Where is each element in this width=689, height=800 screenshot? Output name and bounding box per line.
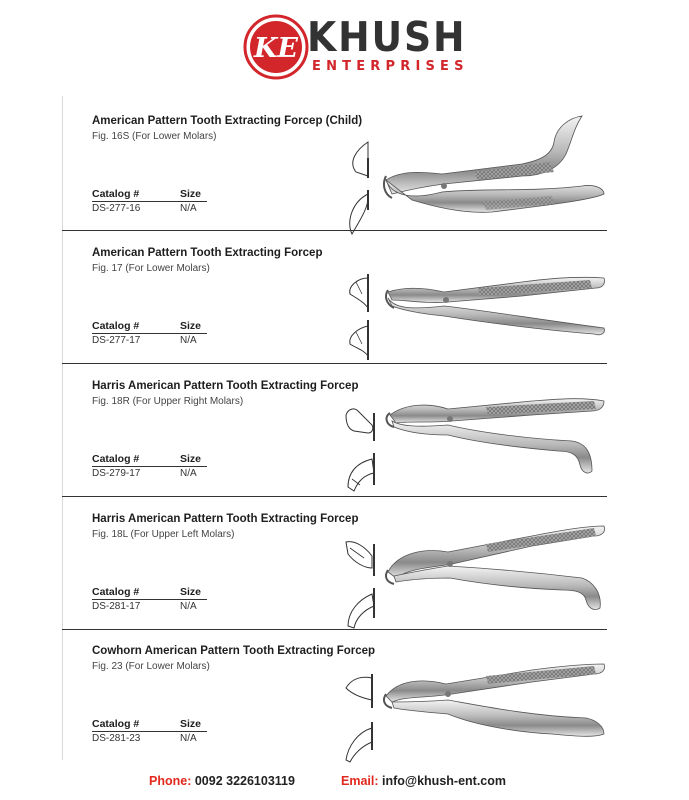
catalog-header: Catalog # — [92, 188, 140, 200]
header-rule — [92, 201, 207, 202]
product-fig: Fig. 17 (For Lower Molars) — [92, 263, 210, 274]
size-value: N/A — [180, 733, 197, 744]
catalog-header: Catalog # — [92, 453, 140, 465]
size-header: Size — [180, 453, 202, 465]
catalog-number: DS-279-17 — [92, 468, 141, 479]
forcep-image — [382, 246, 607, 368]
brand-subtitle: ENTERPRISES — [312, 59, 469, 74]
forcep-tip-diagram — [342, 268, 382, 368]
catalog-header: Catalog # — [92, 586, 140, 598]
section-divider — [62, 230, 607, 231]
product-item — [92, 246, 607, 378]
section-divider — [62, 496, 607, 497]
size-header: Size — [180, 718, 202, 730]
svg-text:KE: KE — [253, 33, 299, 64]
header-rule — [92, 599, 207, 600]
catalog-header: Catalog # — [92, 718, 140, 730]
product-fig: Fig. 23 (For Lower Molars) — [92, 661, 210, 672]
header-rule — [92, 731, 207, 732]
brand-name: KHUSH — [307, 13, 467, 61]
product-title: Cowhorn American Pattern Tooth Extracting Forcep — [92, 645, 376, 657]
size-value: N/A — [180, 468, 197, 479]
forcep-image — [382, 512, 607, 634]
header-rule — [92, 333, 207, 334]
margin-line — [62, 96, 63, 760]
phone-contact — [149, 774, 295, 788]
email-contact — [341, 774, 506, 788]
catalog-number: DS-281-23 — [92, 733, 141, 744]
product-item — [92, 644, 607, 776]
size-header: Size — [180, 320, 202, 332]
catalog-number: DS-277-17 — [92, 335, 141, 346]
product-title: Harris American Pattern Tooth Extracting Forcep — [92, 513, 359, 525]
catalog-number: DS-281-17 — [92, 601, 141, 612]
company-logo — [243, 14, 309, 80]
size-header: Size — [180, 586, 202, 598]
catalog-header: Catalog # — [92, 320, 140, 332]
forcep-tip-diagram — [342, 401, 382, 501]
contact-footer — [0, 774, 689, 794]
product-title: American Pattern Tooth Extracting Forcep (Child) — [92, 115, 363, 127]
catalog-number: DS-277-16 — [92, 203, 141, 214]
forcep-image — [382, 644, 607, 766]
forcep-image — [382, 114, 607, 236]
forcep-tip-diagram — [342, 534, 382, 634]
size-value: N/A — [180, 335, 197, 346]
forcep-image — [382, 379, 607, 501]
email-label: Email: — [341, 774, 379, 788]
product-fig: Fig. 18L (For Upper Left Molars) — [92, 529, 235, 540]
forcep-tip-diagram — [342, 666, 382, 766]
product-fig: Fig. 16S (For Lower Molars) — [92, 131, 217, 142]
product-item — [92, 114, 607, 246]
phone-number[interactable]: 0092 3226103119 — [194, 774, 295, 788]
size-header: Size — [180, 188, 202, 200]
product-item — [92, 379, 607, 511]
header — [0, 0, 689, 95]
email-address[interactable]: info@khush-ent.com — [382, 774, 506, 788]
header-rule — [92, 466, 207, 467]
forcep-tip-diagram — [342, 136, 382, 236]
section-divider — [62, 363, 607, 364]
size-value: N/A — [180, 601, 197, 612]
section-divider — [62, 629, 607, 630]
product-title: American Pattern Tooth Extracting Forcep — [92, 247, 323, 259]
product-fig: Fig. 18R (For Upper Right Molars) — [92, 396, 244, 407]
product-item — [92, 512, 607, 644]
phone-label: Phone: — [149, 774, 192, 788]
size-value: N/A — [180, 203, 197, 214]
product-title: Harris American Pattern Tooth Extracting Forcep — [92, 380, 359, 392]
